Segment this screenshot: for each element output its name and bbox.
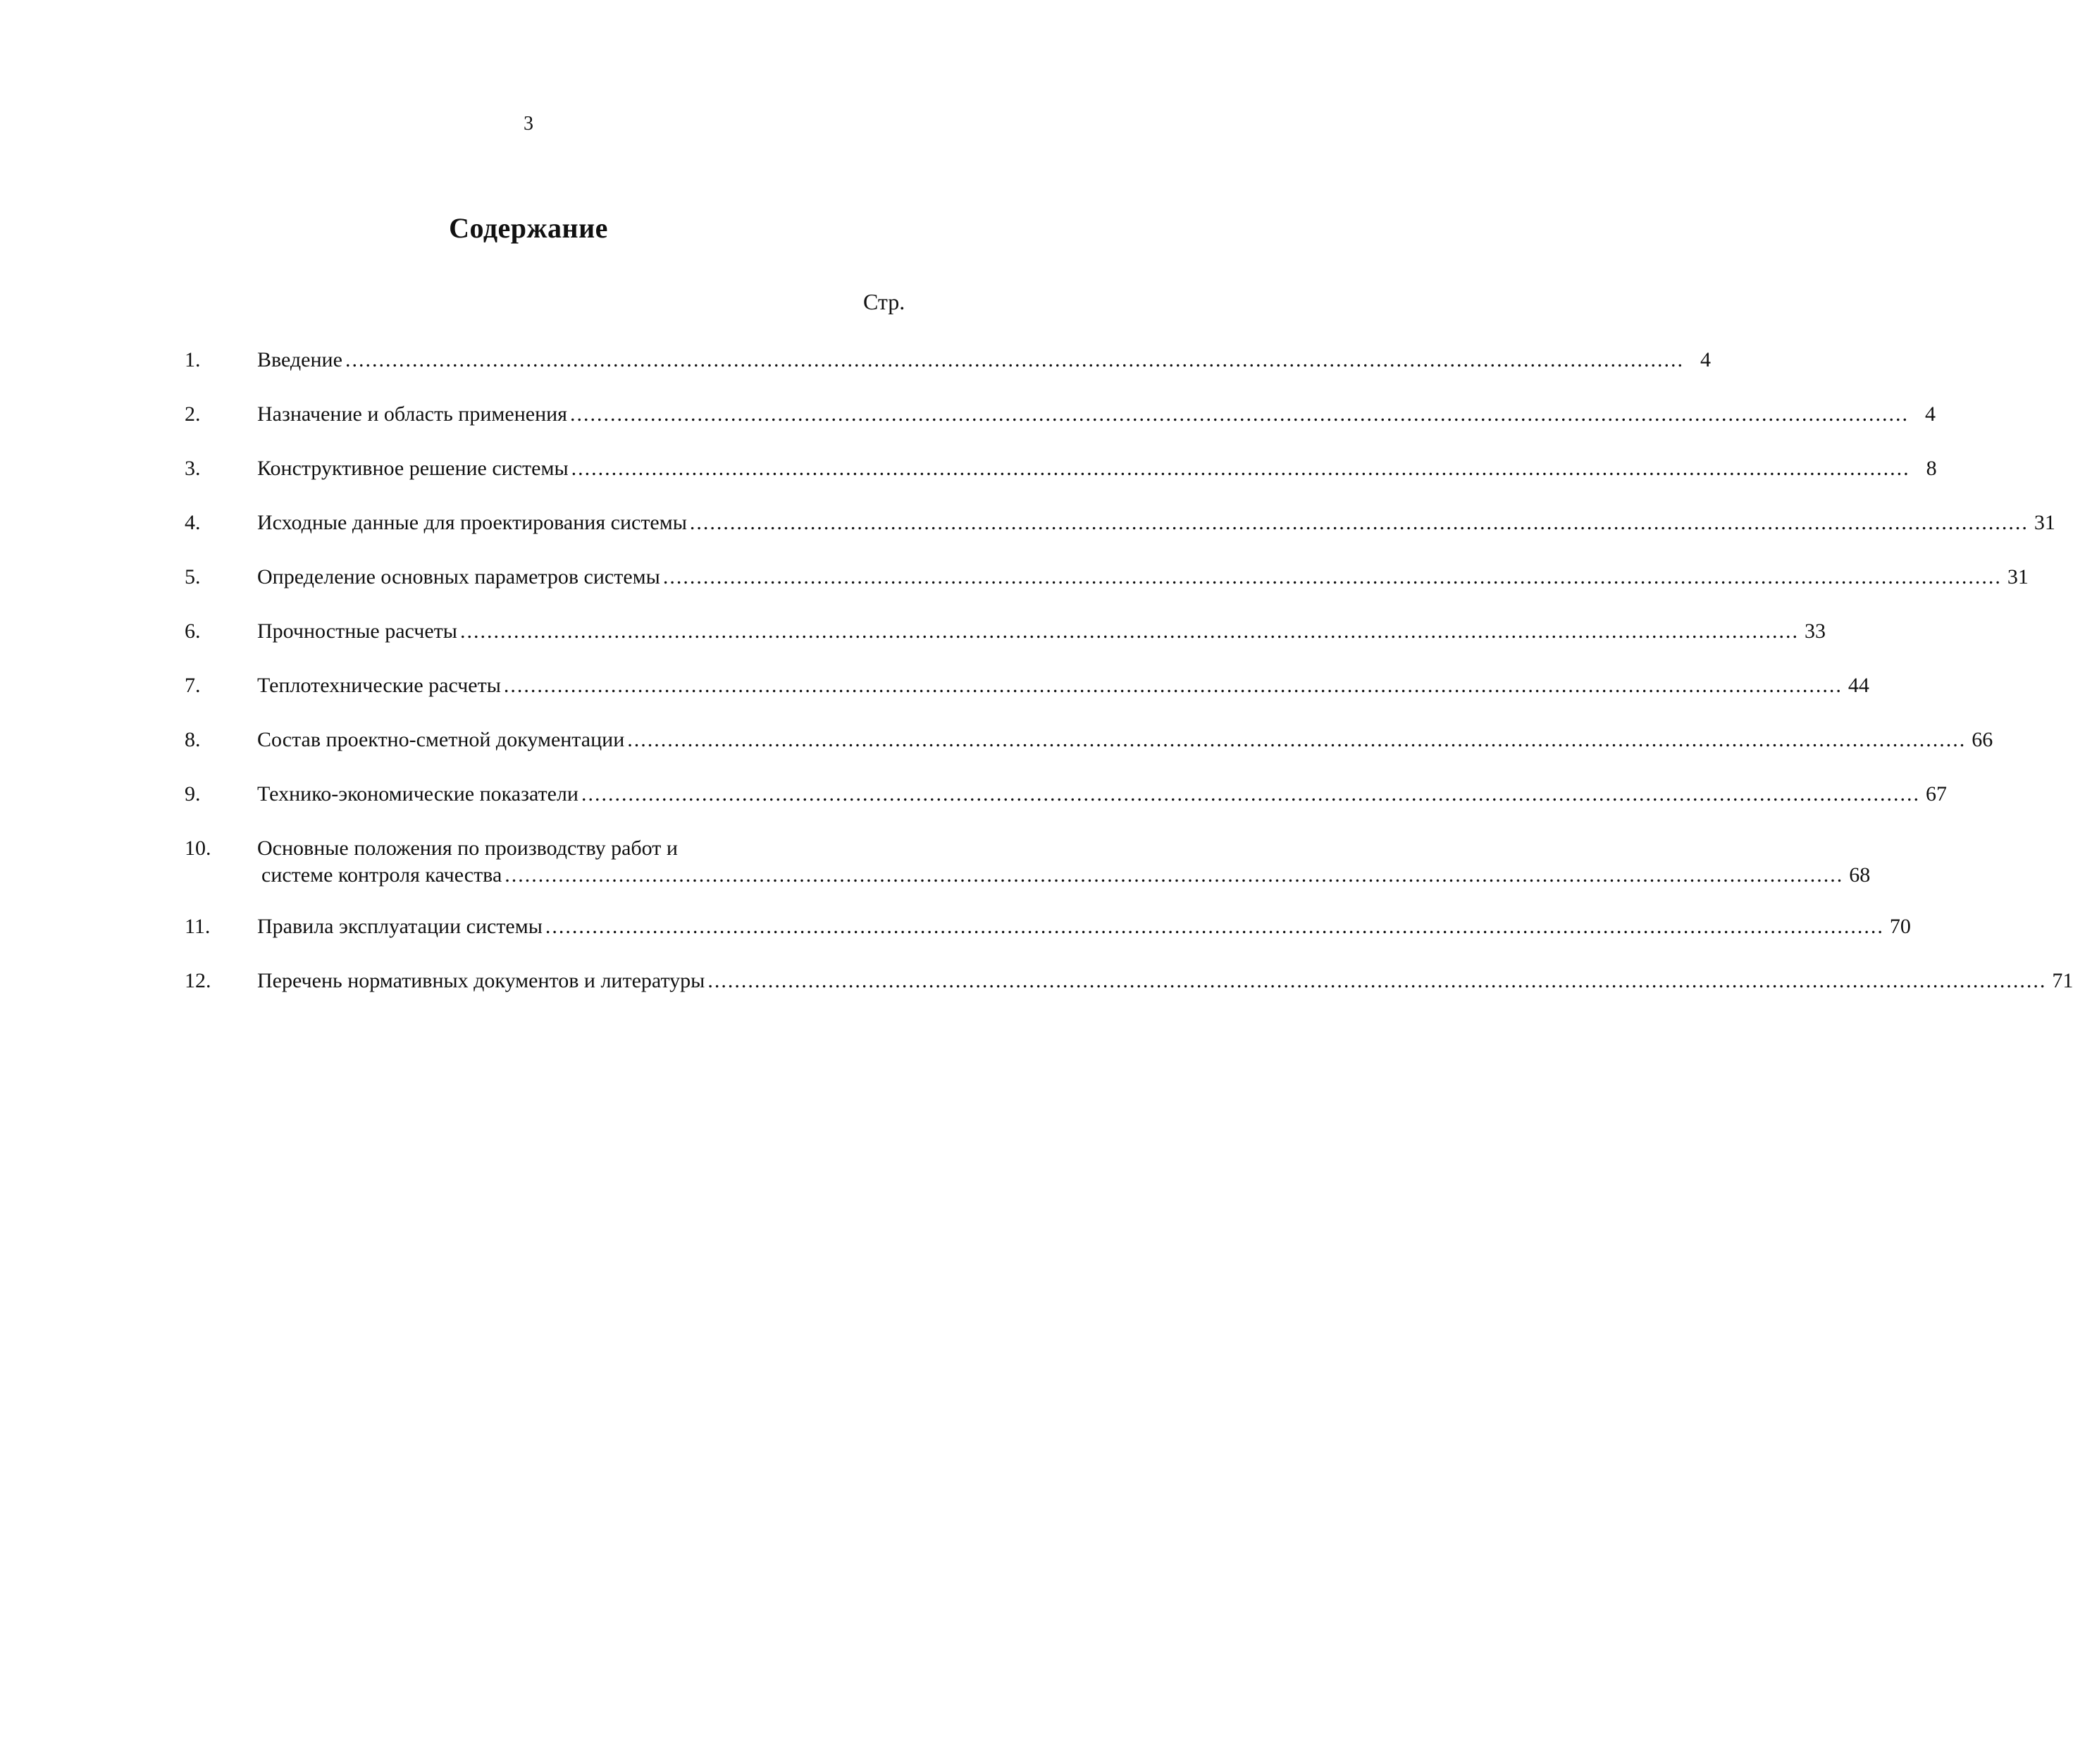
toc-item (185, 832, 1871, 911)
toc-item-title: Прочностные расчеты (257, 619, 457, 643)
dot-leader (570, 401, 1909, 428)
toc-item-title: Определение основных параметров системы (257, 565, 660, 588)
toc-item (185, 670, 1869, 724)
toc-item-page: 71 (2052, 969, 2073, 992)
dot-leader (504, 672, 1843, 699)
toc-item-page: 66 (1972, 728, 1993, 751)
toc-item-page: 67 (1925, 782, 1947, 806)
toc-item-number: 2. (185, 402, 201, 426)
toc-item (185, 344, 1711, 398)
toc-item-number: 9. (185, 782, 201, 806)
toc-item-title: Технико-экономические показатели (257, 782, 578, 806)
dot-leader (505, 862, 1843, 889)
dot-leader (571, 455, 1910, 482)
toc-item-title: Введение (257, 348, 342, 371)
toc-item-page: 44 (1848, 674, 1869, 697)
toc-item (185, 561, 2029, 615)
toc-item-page: 4 (1700, 348, 1711, 371)
dot-leader (581, 781, 1920, 808)
dot-leader (663, 564, 2002, 591)
toc-item-page: 31 (2034, 511, 2055, 534)
toc-item-title-continuation: системе контроля качества (261, 863, 502, 887)
dot-leader (627, 727, 1966, 753)
toc-item (185, 398, 1936, 452)
dot-leader (460, 618, 1799, 645)
toc-item-number: 11. (185, 915, 211, 938)
toc-item-number: 1. (185, 348, 201, 371)
toc-item-page: 4 (1924, 402, 1936, 426)
toc-item-page: 31 (2007, 565, 2029, 588)
toc-item-number: 8. (185, 728, 201, 751)
toc-item-page: 68 (1849, 863, 1871, 887)
toc-item (185, 965, 2073, 1019)
toc-item (185, 452, 1937, 507)
dot-leader (545, 913, 1884, 940)
toc-title: Содержание (449, 212, 608, 244)
toc-item-number: 10. (185, 837, 211, 860)
page-column-label: Стр. (863, 289, 905, 314)
toc-item-number: 7. (185, 674, 201, 697)
toc-item-page: 33 (1804, 619, 1826, 643)
toc-item-number: 4. (185, 511, 201, 534)
toc-item-title: Перечень нормативных документов и литературы (257, 969, 705, 992)
toc-item-title: Назначение и область применения (257, 402, 567, 426)
toc-item (185, 615, 1826, 670)
toc-item (185, 778, 1947, 832)
toc-item-page: 8 (1926, 457, 1937, 480)
toc-item-number: 12. (185, 969, 211, 992)
toc-item-number: 6. (185, 619, 201, 643)
toc-item (185, 507, 2055, 561)
toc-item-title: Основные положения по производству работ и (257, 837, 678, 860)
toc-list (185, 344, 2073, 1019)
toc-item-title: Теплотехнические расчеты (257, 674, 501, 697)
toc-item-number: 5. (185, 565, 201, 588)
toc-item (185, 911, 1911, 965)
dot-leader (345, 347, 1684, 374)
dot-leader (690, 510, 2029, 536)
toc-item-title: Состав проектно-сметной документации (257, 728, 625, 751)
toc-item-number: 3. (185, 457, 201, 480)
toc-item-title: Конструктивное решение системы (257, 457, 569, 480)
toc-item-title: Правила эксплуатации системы (257, 915, 543, 938)
dot-leader (707, 968, 2046, 994)
toc-item-page: 70 (1889, 915, 1911, 938)
toc-item-title: Исходные данные для проектирования системы (257, 511, 687, 534)
page-number: 3 (524, 113, 533, 135)
toc-item (185, 724, 1993, 778)
